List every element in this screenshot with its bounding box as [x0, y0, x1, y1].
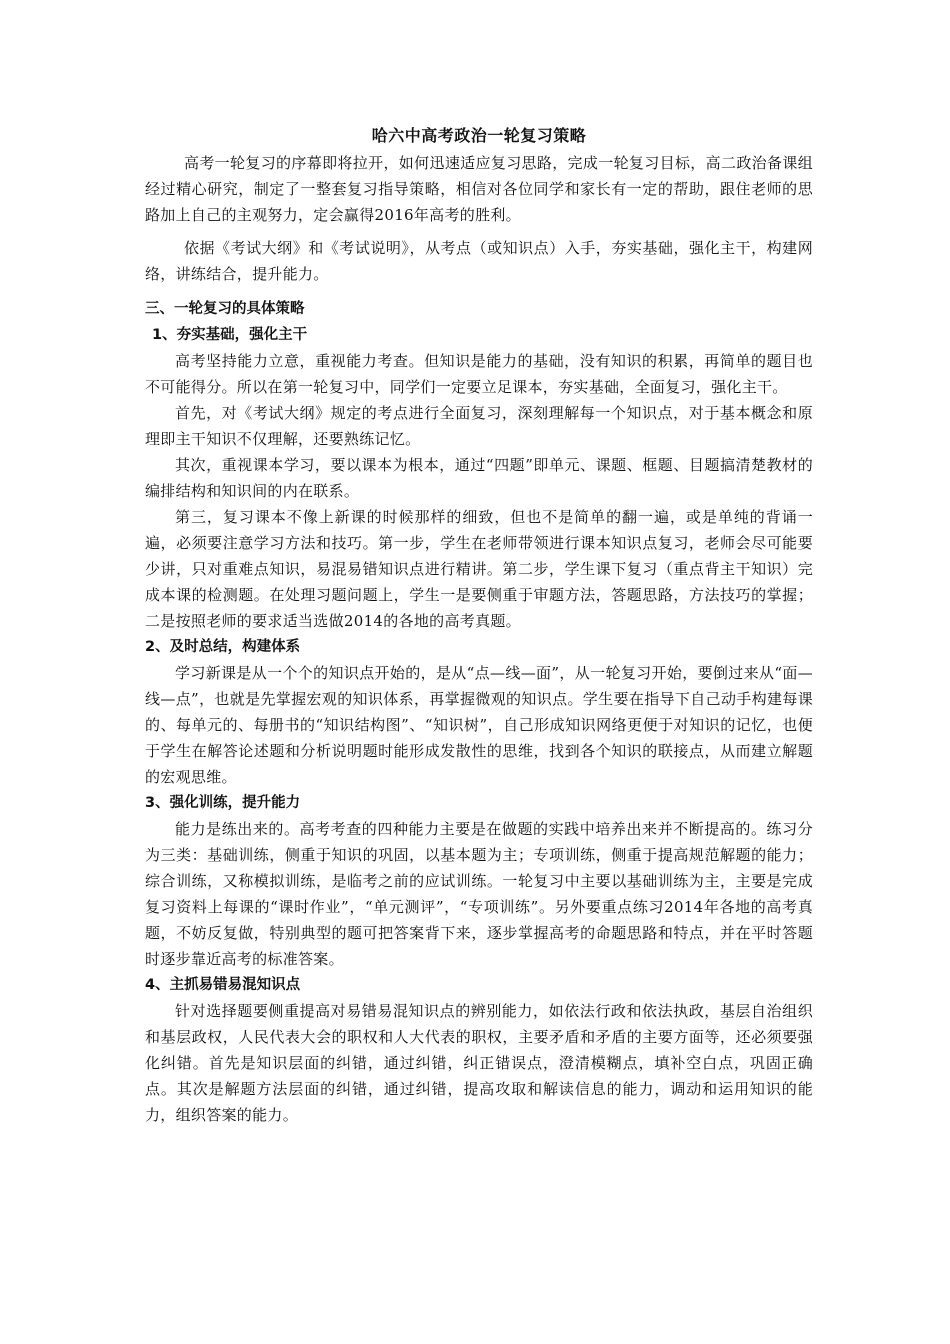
body-paragraph: 能力是练出来的。高考考查的四种能力主要是在做题的实践中培养出来并不断提高的。练习分为三类：基础训练，侧重于知识的巩固，以基本题为主；专项训练，侧重于提高规范解题的能力；综合训练，又称模拟训练，是临考之前的应试训练。一轮复习中主要以基础训练为主，主要是完成复习资料上每课的“课时作业”，“单元测评”，“专项训练”。另外要重点练习2014年各地的高考真题，不妨反复做，特别典型的题可把答案背下来，逐步掌握高考的命题思路和特点，并在平时答题时逐步靠近高考的标准答案。 [145, 820, 813, 968]
section-4 [145, 972, 813, 1128]
section-2 [145, 634, 813, 790]
main-heading: 三、一轮复习的具体策略 [145, 301, 305, 317]
body-paragraph: 高考坚持能力立意，重视能力考查。但知识是能力的基础，没有知识的积累，再简单的题目也不可能得分。所以在第一轮复习中，同学们一定要立足课本，夯实基础，全面复习，强化主干。 [145, 352, 813, 396]
body-paragraph: 第三，复习课本不像上新课的时候那样的细致，但也不是简单的翻一遍，或是单纯的背诵一遍，必须要注意学习方法和技巧。第一步，学生在老师带领进行课本知识点复习，老师会尽可能要少讲，只对重难点知识，易混易错知识点进行精讲。第二步，学生课下复习（重点背主干知识）完成本课的检测题。在处理习题问题上，学生一是要侧重于审题方法，答题思路，方法技巧的掌握；二是按照老师的要求适当选做2014的各地的高考真题。 [145, 508, 813, 630]
intro-paragraph: 依据《考试大纲》和《考试说明》，从考点（或知识点）入手，夯实基础，强化主干，构建网络，讲练结合，提升能力。 [145, 239, 813, 283]
body-paragraph: 针对选择题要侧重提高对易错易混知识点的辨别能力，如依法行政和依法执政，基层自治组织和基层政权，人民代表大会的职权和人大代表的职权，主要矛盾和矛盾的主要方面等，还必须要强化纠错。首先是知识层面的纠错，通过纠错，纠正错误点，澄清模糊点，填补空白点，巩固正确点。其次是解题方法层面的纠错，通过纠错，提高攻取和解读信息的能力，调动和运用知识的能力，组织答案的能力。 [145, 1002, 813, 1124]
section-heading: 1、夯实基础，强化主干 [152, 327, 308, 343]
body-paragraph: 学习新课是从一个个的知识点开始的，是从“点—线—面”，从一轮复习开始，要倒过来从“面—线—点”，也就是先掌握宏观的知识体系，再掌握微观的知识点。学生要在指导下自己动手构建每课的、每单元的、每册书的“知识结构图”、“知识树”，自己形成知识网络更便于对知识的记忆，也便于学生在解答论述题和分析说明题时能形成发散性的思维，找到各个知识的联接点，从而建立解题的宏观思维。 [145, 664, 813, 786]
document-title: 哈六中高考政治一轮复习策略 [371, 126, 587, 145]
section-heading: 3、强化训练，提升能力 [145, 795, 301, 811]
section-1 [145, 322, 813, 634]
section-heading: 2、及时总结，构建体系 [145, 639, 301, 655]
body-paragraph: 其次，重视课本学习，要以课本为根本，通过“四题”即单元、课题、框题、目题搞清楚教材的编排结构和知识间的内在联系。 [145, 456, 813, 500]
body-paragraph: 首先，对《考试大纲》规定的考点进行全面复习，深刻理解每一个知识点，对于基本概念和原理即主干知识不仅理解，还要熟练记忆。 [145, 404, 813, 448]
document-body [145, 122, 813, 1128]
section-heading: 4、主抓易错易混知识点 [145, 977, 301, 993]
section-3 [145, 790, 813, 972]
intro-paragraph: 高考一轮复习的序幕即将拉开，如何迅速适应复习思路，完成一轮复习目标，高二政治备课组经过精心研究，制定了一整套复习指导策略，相信对各位同学和家长有一定的帮助，跟住老师的思路加上自己的主观努力，定会赢得2016年高考的胜利。 [145, 154, 813, 224]
